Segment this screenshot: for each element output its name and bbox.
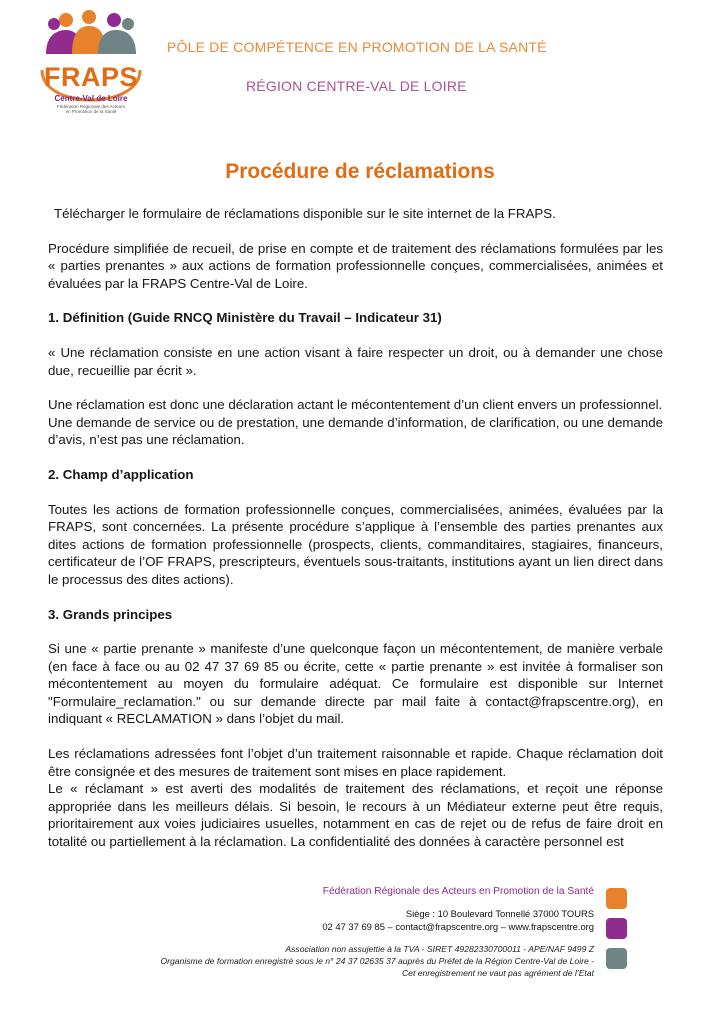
footer-contact: 02 47 37 69 85 – contact@frapscentre.org – www.frapscentre.org xyxy=(322,921,594,932)
gray-square-icon xyxy=(606,948,627,969)
section-paragraph: Les réclamations adressées font l’objet d’un traitement raisonnable et rapide. Chaque réclamation doit être consignée et des mesures de traitement sont mises en place rapidement. xyxy=(48,746,663,779)
page-footer xyxy=(80,885,594,979)
section-paragraph: Une réclamation est donc une déclaration actant le mécontentement d’un client envers un professionnel. xyxy=(48,397,663,413)
footer-organization: Fédération Régionale des Acteurs en Promotion de la Santé xyxy=(322,886,594,897)
section-heading-definition: 1. Définition (Guide RNCQ Ministère du Travail – Indicateur 31) xyxy=(48,310,442,326)
footer-legal-note: Cet enregistrement ne vaut pas agrément de l’Etat xyxy=(401,968,594,978)
document-title: Procédure de réclamations xyxy=(225,160,495,183)
section-heading-scope: 2. Champ d’application xyxy=(48,466,194,482)
purple-square-icon xyxy=(606,918,627,939)
section-paragraph: Une demande de service ou de prestation, une demande d’information, de clarification, ou une demande d’avis, n’est pas une réclamation. xyxy=(48,414,664,448)
section-paragraph: « Une réclamation consiste en une action visant à faire respecter un droit, ou à demander une chose due, recueillie par écrit ». xyxy=(48,344,663,378)
document-body xyxy=(48,205,663,851)
header-region-title: RÉGION CENTRE-VAL DE LOIRE xyxy=(246,78,467,94)
summary-paragraph: Procédure simplifiée de recueil, de prise en compte et de traitement des réclamations formulées par les « parties prenantes » aux actions de formation professionnelle conçues, commercialisées, animées et évaluées par la FRAPS Centre-Val de Loire. xyxy=(48,240,663,291)
logo-subtitle: Fédération Régionale des Acteurs en Promotion de la Santé xyxy=(57,104,125,114)
fraps-logo xyxy=(36,10,146,122)
logo-name: FRAPS xyxy=(43,62,138,92)
footer-address: Siège : 10 Boulevard Tonnellé 37000 TOURS xyxy=(405,908,594,919)
footer-legal-registration: Organisme de formation enregistré sous le n° 24 37 02635 37 auprès du Préfet de la Région Centre-Val de Loire - xyxy=(160,956,594,966)
orange-square-icon xyxy=(606,888,627,909)
section-paragraph: Le « réclamant » est averti des modalités de traitement des réclamations, et reçoit une réponse appropriée dans les meilleurs délais. Si besoin, le recours à un Médiateur externe peut être requis, prioritairement aux voies judiciaires usuelles, notamment en cas de rejet ou de refus de faire droit en totalité ou partiellement à la réclamation. La confidentialité des données à caractère personnel est xyxy=(48,781,663,850)
section-heading-principles: 3. Grands principes xyxy=(48,606,173,622)
section-paragraph: Si une « partie prenante » manifeste d’une quelconque façon un mécontentement, de manière verbale (en face à face ou au 02 47 37 69 85 ou écrite, cette « partie prenante » est invitée à formaliser son mécontentement au moyen du formulaire adéquat. Ce formulaire est disponible sur Internet "Formulaire_reclamation." ou sur demande directe par mail faite à contact@frapscentre.org), en indiquant « RECLAMATION » dans l’objet du mail. xyxy=(48,641,663,727)
intro-paragraph: Télécharger le formulaire de réclamations disponible sur le site internet de la FRAPS. xyxy=(54,206,556,221)
section-paragraph: Toutes les actions de formation professionnelle conçues, commercialisées, animées, évaluées par la FRAPS, sont concernées. La présente procédure s’applique à l’ensemble des parties prenantes aux dites actions de formation professionnelle (prospects, clients, commanditaires, stagiaires, financeurs, certificateur de l’OF FRAPS, prescripteurs, éventuels sous-traitants, institutions ayant un lien direct dans le processus des dites actions). xyxy=(48,501,663,587)
footer-legal-siret: Association non assujettie à la TVA - SIRET 49282330700011 - APE/NAF 9499 Z xyxy=(285,944,594,954)
header-pole-title: PÔLE DE COMPÉTENCE EN PROMOTION DE LA SANTÉ xyxy=(167,39,547,55)
logo-region: Centre-Val de Loire xyxy=(54,94,128,103)
